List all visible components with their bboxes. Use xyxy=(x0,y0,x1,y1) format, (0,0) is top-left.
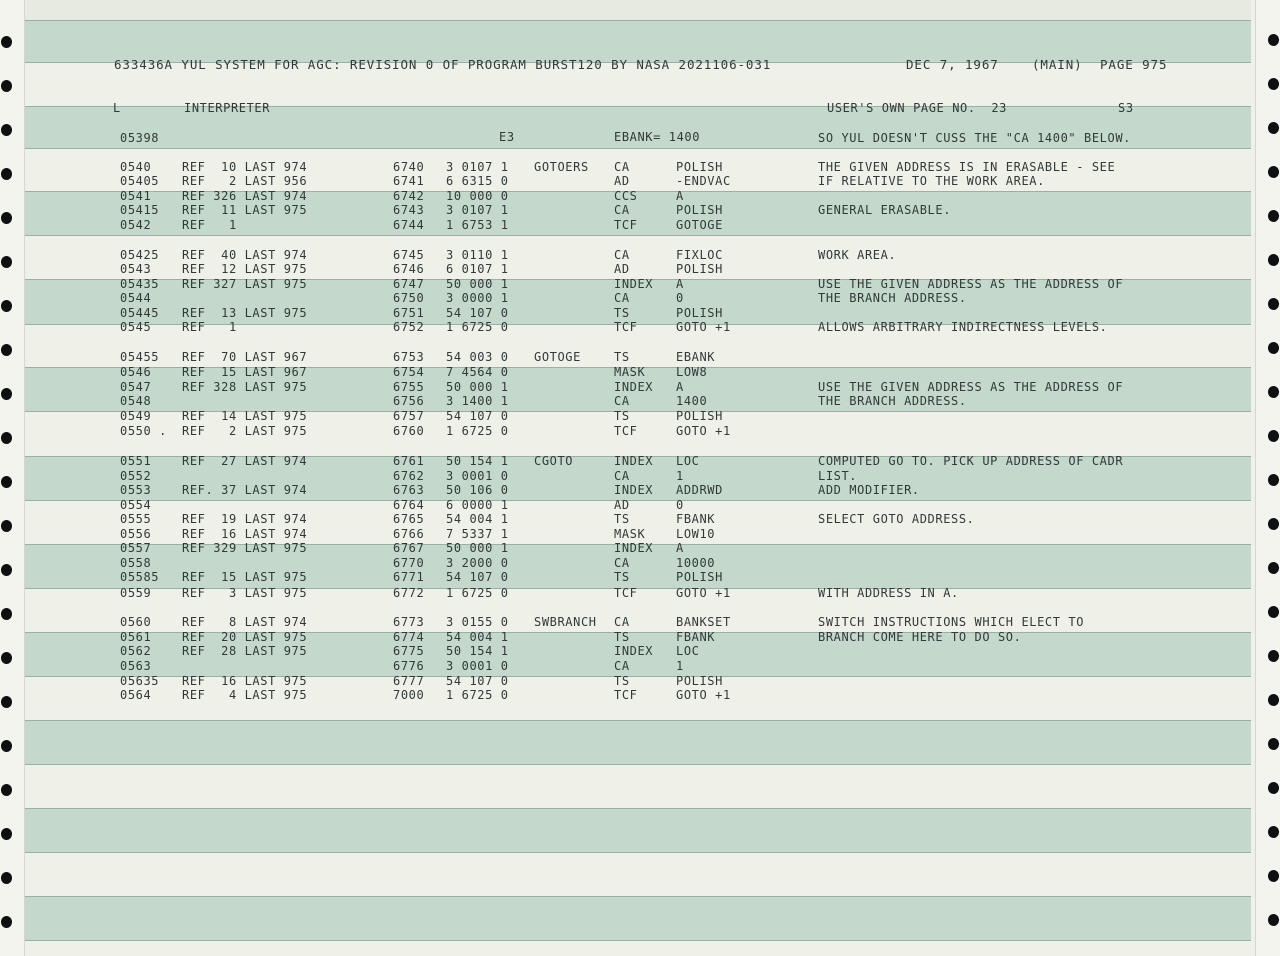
listing-opcode: TCF xyxy=(614,688,638,702)
feed-hole xyxy=(1,476,12,488)
listing-line-number: 0545 xyxy=(120,320,152,334)
listing-opcode: INDEX xyxy=(614,454,654,468)
listing-octal-word: 10 000 0 xyxy=(446,189,509,203)
listing-xref: REF 11 LAST 975 xyxy=(182,203,308,217)
feed-hole xyxy=(1,916,12,928)
feed-hole xyxy=(1,608,12,620)
listing-operand: POLISH xyxy=(676,262,723,276)
listing-line-number: 05405 xyxy=(120,174,160,188)
listing-comment: WITH ADDRESS IN A. xyxy=(818,586,959,600)
bar-rule xyxy=(25,148,1251,149)
listing-opcode: CA xyxy=(614,469,630,483)
listing-line-number: 05435 xyxy=(120,277,160,291)
listing-line-number: 05445 xyxy=(120,306,160,320)
listing-opcode: TS xyxy=(614,409,630,423)
listing-opcode: TS xyxy=(614,350,630,364)
listing-opcode: AD xyxy=(614,262,630,276)
listing-tag: (MAIN) xyxy=(1032,57,1083,72)
listing-operand: A xyxy=(676,189,684,203)
listing-operand: POLISH xyxy=(676,203,723,217)
listing-xref: REF 3 LAST 975 xyxy=(182,586,308,600)
listing-label: CGOTO xyxy=(534,454,574,468)
feed-hole xyxy=(1,740,12,752)
listing-octal-word: 3 0107 1 xyxy=(446,203,509,217)
listing-address: 6761 xyxy=(393,454,425,468)
listing-line-number: 0561 xyxy=(120,630,152,644)
feed-hole xyxy=(1268,386,1279,398)
green-bar xyxy=(25,720,1251,765)
feed-hole xyxy=(1,300,12,312)
listing-line-number: 0541 xyxy=(120,189,152,203)
listing-operand: 1 xyxy=(676,469,684,483)
listing-xref: REF 12 LAST 975 xyxy=(182,262,308,276)
user-page-number: USER'S OWN PAGE NO. 23 xyxy=(827,101,1007,115)
listing-address: 6763 xyxy=(393,483,425,497)
listing-operand: A xyxy=(676,541,684,555)
listing-opcode: TS xyxy=(614,570,630,584)
s3-marker: S3 xyxy=(1118,101,1134,115)
listing-octal-word: 50 000 1 xyxy=(446,380,509,394)
feed-hole xyxy=(1,564,12,576)
listing-operand: 1 xyxy=(676,659,684,673)
listing-xref: REF 20 LAST 975 xyxy=(182,630,308,644)
listing-line-number: 0555 xyxy=(120,512,152,526)
listing-line-number: 05415 xyxy=(120,203,160,217)
feed-hole xyxy=(1268,738,1279,750)
listing-line-number: 0552 xyxy=(120,469,152,483)
listing-xref: REF 27 LAST 974 xyxy=(182,454,308,468)
listing-address: 6742 xyxy=(393,189,425,203)
feed-hole xyxy=(1,652,12,664)
listing-operand: ADDRWD xyxy=(676,483,723,497)
listing-opcode: CA xyxy=(614,659,630,673)
listing-xref: REF. 37 LAST 974 xyxy=(182,483,308,497)
ebank-line-number: 05398 xyxy=(120,131,160,145)
listing-address: 6765 xyxy=(393,512,425,526)
listing-label: SWBRANCH xyxy=(534,615,597,629)
listing-xref: REF 10 LAST 974 xyxy=(182,160,308,174)
listing-opcode: INDEX xyxy=(614,277,654,291)
listing-octal-word: 50 154 1 xyxy=(446,454,509,468)
listing-octal-word: 54 004 1 xyxy=(446,512,509,526)
listing-comment: LIST. xyxy=(818,469,858,483)
feed-hole xyxy=(1268,694,1279,706)
listing-octal-word: 3 0000 1 xyxy=(446,291,509,305)
listing-opcode: MASK xyxy=(614,365,646,379)
right-tractor-margin xyxy=(1255,0,1280,956)
listing-xref: REF 328 LAST 975 xyxy=(182,380,308,394)
listing-comment: USE THE GIVEN ADDRESS AS THE ADDRESS OF xyxy=(818,277,1124,291)
listing-comment: THE GIVEN ADDRESS IS IN ERASABLE - SEE xyxy=(818,160,1116,174)
listing-address: 6756 xyxy=(393,394,425,408)
listing-line-number: 0560 xyxy=(120,615,152,629)
listing-xref: REF 19 LAST 974 xyxy=(182,512,308,526)
feed-hole xyxy=(1,388,12,400)
green-bar xyxy=(25,808,1251,853)
listing-operand: 0 xyxy=(676,291,684,305)
listing-octal-word: 54 003 0 xyxy=(446,350,509,364)
listing-address: 6747 xyxy=(393,277,425,291)
feed-hole xyxy=(1268,342,1279,354)
listing-operand: GOTO +1 xyxy=(676,320,731,334)
listing-xref: REF 1 xyxy=(182,218,237,232)
feed-hole xyxy=(1,872,12,884)
listing-comment: WORK AREA. xyxy=(818,248,897,262)
listing-opcode: TS xyxy=(614,630,630,644)
feed-hole xyxy=(1,212,12,224)
feed-hole xyxy=(1,432,12,444)
listing-opcode: TS xyxy=(614,306,630,320)
listing-xref: REF 2 LAST 975 xyxy=(182,424,308,438)
listing-line-number: 05635 xyxy=(120,674,160,688)
listing-line-number: 0546 xyxy=(120,365,152,379)
feed-hole xyxy=(1,344,12,356)
listing-octal-word: 54 107 0 xyxy=(446,674,509,688)
listing-comment: SELECT GOTO ADDRESS. xyxy=(818,512,975,526)
feed-hole xyxy=(1268,78,1279,90)
listing-opcode: MASK xyxy=(614,527,646,541)
listing-xref: REF 15 LAST 967 xyxy=(182,365,308,379)
listing-operand: LOW8 xyxy=(676,365,708,379)
listing-octal-word: 1 6725 0 xyxy=(446,586,509,600)
listing-octal-word: 50 154 1 xyxy=(446,644,509,658)
listing-operand: A xyxy=(676,380,684,394)
listing-opcode: TCF xyxy=(614,586,638,600)
listing-address: 6770 xyxy=(393,556,425,570)
feed-hole xyxy=(1268,562,1279,574)
listing-page-number: PAGE 975 xyxy=(1100,57,1168,72)
feed-hole xyxy=(1,168,12,180)
listing-operand: BANKSET xyxy=(676,615,731,629)
listing-opcode: TCF xyxy=(614,320,638,334)
listing-address: 6760 xyxy=(393,424,425,438)
listing-octal-word: 6 6315 0 xyxy=(446,174,509,188)
listing-address: 6753 xyxy=(393,350,425,364)
listing-address: 6766 xyxy=(393,527,425,541)
listing-address: 6775 xyxy=(393,644,425,658)
listing-operand: POLISH xyxy=(676,409,723,423)
listing-address: 6746 xyxy=(393,262,425,276)
feed-hole xyxy=(1268,430,1279,442)
listing-address: 6752 xyxy=(393,320,425,334)
listing-address: 6755 xyxy=(393,380,425,394)
listing-operand: 1400 xyxy=(676,394,708,408)
ebank-comment: SO YUL DOESN'T CUSS THE "CA 1400" BELOW. xyxy=(818,131,1131,145)
feed-hole xyxy=(1,36,12,48)
listing-address: 6767 xyxy=(393,541,425,555)
listing-opcode: INDEX xyxy=(614,380,654,394)
listing-comment: USE THE GIVEN ADDRESS AS THE ADDRESS OF xyxy=(818,380,1124,394)
listing-address: 6750 xyxy=(393,291,425,305)
listing-operand: EBANK xyxy=(676,350,716,364)
listing-opcode: CA xyxy=(614,160,630,174)
listing-line-number: 0540 xyxy=(120,160,152,174)
listing-xref: REF 40 LAST 974 xyxy=(182,248,308,262)
listing-operand: FBANK xyxy=(676,512,716,526)
listing-octal-word: 50 106 0 xyxy=(446,483,509,497)
bar-rule xyxy=(25,852,1251,853)
listing-comment: BRANCH COME HERE TO DO SO. xyxy=(818,630,1022,644)
listing-xref: REF 327 LAST 975 xyxy=(182,277,308,291)
listing-octal-word: 7 4564 0 xyxy=(446,365,509,379)
listing-address: 7000 xyxy=(393,688,425,702)
listing-operand: GOTO +1 xyxy=(676,586,731,600)
listing-xref: REF 16 LAST 975 xyxy=(182,674,308,688)
listing-octal-word: 7 5337 1 xyxy=(446,527,509,541)
listing-octal-word: 54 004 1 xyxy=(446,630,509,644)
listing-line-number: 0548 xyxy=(120,394,152,408)
feed-hole xyxy=(1268,298,1279,310)
listing-xref: REF 16 LAST 974 xyxy=(182,527,308,541)
listing-octal-word: 3 1400 1 xyxy=(446,394,509,408)
listing-line-number: 0554 xyxy=(120,498,152,512)
feed-hole xyxy=(1268,606,1279,618)
bar-rule xyxy=(25,235,1251,236)
feed-hole xyxy=(1268,518,1279,530)
listing-opcode: INDEX xyxy=(614,541,654,555)
listing-octal-word: 3 0107 1 xyxy=(446,160,509,174)
listing-octal-word: 50 000 1 xyxy=(446,541,509,555)
listing-octal-word: 1 6725 0 xyxy=(446,688,509,702)
listing-address: 6771 xyxy=(393,570,425,584)
listing-address: 6773 xyxy=(393,615,425,629)
feed-hole xyxy=(1,520,12,532)
feed-hole xyxy=(1,828,12,840)
feed-hole xyxy=(1268,870,1279,882)
listing-address: 6743 xyxy=(393,203,425,217)
listing-opcode: AD xyxy=(614,174,630,188)
listing-opcode: CA xyxy=(614,203,630,217)
listing-line-number: 0559 xyxy=(120,586,152,600)
listing-xref: REF 14 LAST 975 xyxy=(182,409,308,423)
listing-line-number: 0557 xyxy=(120,541,152,555)
listing-operand: POLISH xyxy=(676,160,723,174)
listing-octal-word: 3 0110 1 xyxy=(446,248,509,262)
listing-operand: 10000 xyxy=(676,556,716,570)
listing-line-number: 0544 xyxy=(120,291,152,305)
listing-octal-word: 1 6753 1 xyxy=(446,218,509,232)
listing-octal-word: 3 0001 0 xyxy=(446,659,509,673)
listing-comment: ADD MODIFIER. xyxy=(818,483,920,497)
listing-address: 6777 xyxy=(393,674,425,688)
listing-title: 633436A YUL SYSTEM FOR AGC: REVISION 0 OF PROGRAM BURST120 BY NASA 2021106-031 xyxy=(114,57,772,72)
listing-xref: REF 13 LAST 975 xyxy=(182,306,308,320)
listing-operand: POLISH xyxy=(676,306,723,320)
top-tear-strip xyxy=(25,0,1251,20)
listing-octal-word: 54 107 0 xyxy=(446,409,509,423)
listing-octal-word: 54 107 0 xyxy=(446,306,509,320)
listing-address: 6744 xyxy=(393,218,425,232)
listing-address: 6764 xyxy=(393,498,425,512)
listing-operand: FIXLOC xyxy=(676,248,723,262)
listing-octal-word: 6 0000 1 xyxy=(446,498,509,512)
listing-address: 6745 xyxy=(393,248,425,262)
ebank-setting: EBANK= 1400 xyxy=(614,130,701,144)
listing-opcode: AD xyxy=(614,498,630,512)
listing-xref: REF 15 LAST 975 xyxy=(182,570,308,584)
section-name: INTERPRETER xyxy=(184,101,271,115)
listing-address: 6762 xyxy=(393,469,425,483)
listing-xref: REF 4 LAST 975 xyxy=(182,688,308,702)
listing-operand: LOC xyxy=(676,454,700,468)
bar-rule xyxy=(25,500,1251,501)
bar-rule xyxy=(25,764,1251,765)
listing-opcode: CA xyxy=(614,615,630,629)
feed-hole xyxy=(1268,210,1279,222)
listing-comment: COMPUTED GO TO. PICK UP ADDRESS OF CADR xyxy=(818,454,1124,468)
listing-address: 6774 xyxy=(393,630,425,644)
listing-xref: REF 70 LAST 967 xyxy=(182,350,308,364)
listing-date: DEC 7, 1967 xyxy=(906,57,999,72)
listing-operand: POLISH xyxy=(676,674,723,688)
listing-operand: LOW10 xyxy=(676,527,716,541)
listing-comment: THE BRANCH ADDRESS. xyxy=(818,394,967,408)
listing-operand: A xyxy=(676,277,684,291)
listing-xref: REF 329 LAST 975 xyxy=(182,541,308,555)
listing-octal-word: 1 6725 0 xyxy=(446,424,509,438)
listing-opcode: CA xyxy=(614,556,630,570)
listing-xref: REF 28 LAST 975 xyxy=(182,644,308,658)
listing-opcode: CCS xyxy=(614,189,638,203)
feed-hole xyxy=(1,80,12,92)
listing-address: 6754 xyxy=(393,365,425,379)
listing-octal-word: 54 107 0 xyxy=(446,570,509,584)
listing-operand: GOTO +1 xyxy=(676,424,731,438)
listing-line-number: 0547 xyxy=(120,380,152,394)
listing-xref: REF 8 LAST 974 xyxy=(182,615,308,629)
left-tractor-margin xyxy=(0,0,25,956)
listing-line-number: 05425 xyxy=(120,248,160,262)
listing-opcode: TCF xyxy=(614,424,638,438)
feed-hole xyxy=(1268,34,1279,46)
listing-line-number: 0556 xyxy=(120,527,152,541)
listing-opcode: INDEX xyxy=(614,483,654,497)
bar-rule xyxy=(25,940,1251,941)
feed-hole xyxy=(1,696,12,708)
feed-hole xyxy=(1268,914,1279,926)
listing-octal-word: 50 000 1 xyxy=(446,277,509,291)
feed-hole xyxy=(1268,254,1279,266)
listing-operand: LOC xyxy=(676,644,700,658)
listing-operand: -ENDVAC xyxy=(676,174,731,188)
listing-address: 6772 xyxy=(393,586,425,600)
listing-comment: ALLOWS ARBITRARY INDIRECTNESS LEVELS. xyxy=(818,320,1108,334)
listing-octal-word: 3 0001 0 xyxy=(446,469,509,483)
listing-xref: REF 1 xyxy=(182,320,237,334)
listing-comment: SWITCH INSTRUCTIONS WHICH ELECT TO xyxy=(818,615,1085,629)
listing-comment: IF RELATIVE TO THE WORK AREA. xyxy=(818,174,1045,188)
listing-address: 6741 xyxy=(393,174,425,188)
feed-hole xyxy=(1,256,12,268)
listing-line-number: 0549 xyxy=(120,409,152,423)
listing-xref: REF 2 LAST 956 xyxy=(182,174,308,188)
listing-opcode: CA xyxy=(614,291,630,305)
listing-operand: POLISH xyxy=(676,570,723,584)
listing-label: GOTOERS xyxy=(534,160,589,174)
listing-address: 6751 xyxy=(393,306,425,320)
listing-line-number: 0563 xyxy=(120,659,152,673)
listing-line-number: 0562 xyxy=(120,644,152,658)
listing-octal-word: 6 0107 1 xyxy=(446,262,509,276)
listing-line-number: 0543 xyxy=(120,262,152,276)
feed-hole xyxy=(1268,782,1279,794)
feed-hole xyxy=(1268,826,1279,838)
feed-hole xyxy=(1268,650,1279,662)
ebank-e3: E3 xyxy=(499,130,515,144)
listing-line-number: 0551 xyxy=(120,454,152,468)
listing-octal-word: 1 6725 0 xyxy=(446,320,509,334)
listing-address: 6776 xyxy=(393,659,425,673)
listing-opcode: TS xyxy=(614,674,630,688)
feed-hole xyxy=(1268,122,1279,134)
listing-octal-word: 3 2000 0 xyxy=(446,556,509,570)
listing-line-number: 0550 . xyxy=(120,424,167,438)
feed-hole xyxy=(1268,166,1279,178)
listing-line-number: 0553 xyxy=(120,483,152,497)
listing-operand: GOTOGE xyxy=(676,218,723,232)
feed-hole xyxy=(1,124,12,136)
listing-operand: GOTO +1 xyxy=(676,688,731,702)
listing-operand: 0 xyxy=(676,498,684,512)
listing-address: 6740 xyxy=(393,160,425,174)
listing-line-number: 0542 xyxy=(120,218,152,232)
listing-line-number: 0558 xyxy=(120,556,152,570)
feed-hole xyxy=(1268,474,1279,486)
listing-operand: FBANK xyxy=(676,630,716,644)
listing-opcode: TCF xyxy=(614,218,638,232)
listing-opcode: TS xyxy=(614,512,630,526)
listing-opcode: CA xyxy=(614,394,630,408)
log-letter: L xyxy=(113,101,121,115)
listing-comment: GENERAL ERASABLE. xyxy=(818,203,952,217)
listing-line-number: 05585 xyxy=(120,570,160,584)
listing-label: GOTOGE xyxy=(534,350,581,364)
listing-address: 6757 xyxy=(393,409,425,423)
feed-hole xyxy=(1,784,12,796)
listing-line-number: 05455 xyxy=(120,350,160,364)
listing-opcode: INDEX xyxy=(614,644,654,658)
listing-octal-word: 3 0155 0 xyxy=(446,615,509,629)
listing-opcode: CA xyxy=(614,248,630,262)
green-bar xyxy=(25,896,1251,941)
listing-line-number: 0564 xyxy=(120,688,152,702)
listing-xref: REF 326 LAST 974 xyxy=(182,189,308,203)
listing-comment: THE BRANCH ADDRESS. xyxy=(818,291,967,305)
